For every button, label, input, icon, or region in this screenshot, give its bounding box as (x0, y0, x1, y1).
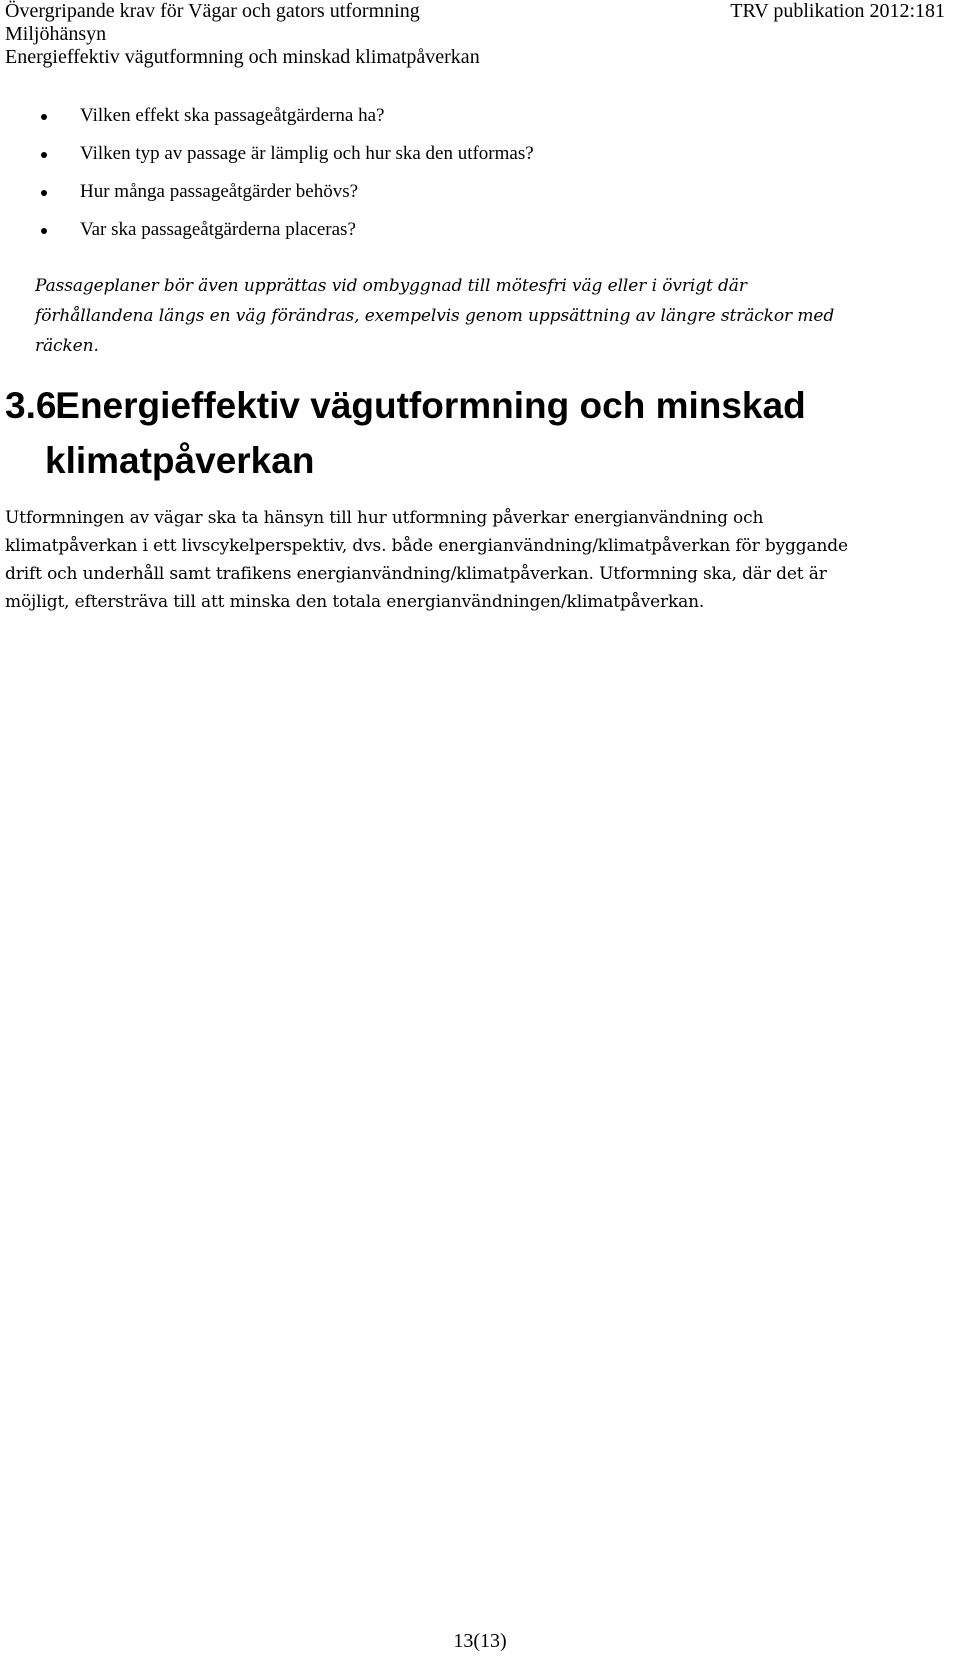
bullet-icon (41, 114, 47, 120)
page-number: 13(13) (453, 1630, 507, 1652)
note-line: förhållandena längs en väg förändras, exempelvis genom uppsättning av längre sträckor med (35, 306, 835, 326)
section-title-line: Energieffektiv vägutformning och minskad (55, 385, 806, 426)
chapter-title: Miljöhänsyn (5, 23, 107, 45)
list-item-text: Var ska passageåtgärderna placeras? (80, 219, 356, 240)
bullet-icon (41, 190, 47, 196)
bullet-icon (41, 152, 47, 158)
body-line: klimatpåverkan i ett livscykelperspektiv, dvs. både energianvändning/klimatpåverkan för byggande (5, 536, 848, 556)
list-item-text: Vilken effekt ska passageåtgärderna ha? (80, 105, 385, 126)
body-paragraph (5, 504, 950, 616)
passage-plan-note (35, 271, 935, 361)
list-item (35, 104, 534, 142)
header-top-row (5, 0, 945, 23)
document-title: Övergripande krav för Vägar och gators utformning (5, 0, 420, 22)
publication-number: TRV publikation 2012:181 (730, 0, 945, 22)
body-line: Utformningen av vägar ska ta hänsyn till hur utformning påverkar energianvändning och (5, 508, 764, 528)
list-item (35, 218, 534, 256)
list-item-text: Vilken typ av passage är lämplig och hur ska den utformas? (80, 143, 534, 164)
question-list (35, 104, 534, 256)
list-item-text: Hur många passageåtgärder behövs? (80, 181, 359, 202)
note-line: räcken. (35, 336, 99, 356)
section-heading (5, 378, 945, 488)
section-number: 3.6 (5, 385, 57, 426)
body-line: drift och underhåll samt trafikens energianvändning/klimatpåverkan. Utformning ska, där det är (5, 564, 827, 584)
page-header (5, 0, 945, 69)
body-line: möjligt, eftersträva till att minska den totala energianvändningen/klimatpåverkan. (5, 592, 705, 612)
list-item (35, 142, 534, 180)
section-running-title: Energieffektiv vägutformning och minskad klimatpåverkan (5, 46, 480, 68)
note-line: Passageplaner bör även upprättas vid ombyggnad till mötesfri väg eller i övrigt där (35, 276, 747, 296)
section-title-line: klimatpåverkan (45, 440, 315, 481)
list-item (35, 180, 534, 218)
bullet-icon (41, 228, 47, 234)
